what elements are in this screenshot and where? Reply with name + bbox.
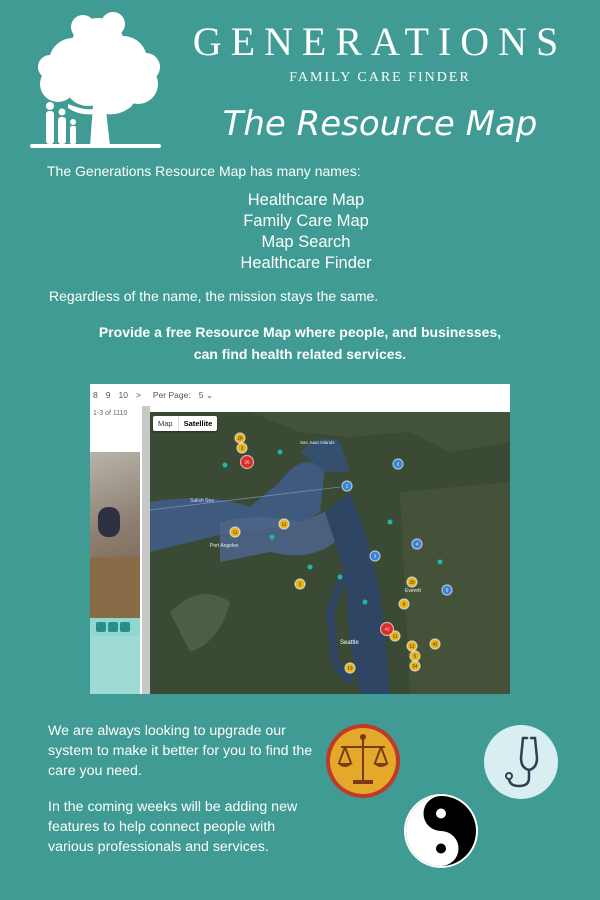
brand-title: GENERATIONS (192, 19, 568, 64)
intro-text: The Generations Resource Map has many names: (47, 163, 361, 179)
cluster-count: 11 (232, 529, 238, 535)
map-tab[interactable]: Map (158, 419, 173, 428)
cluster-count: 29 (409, 579, 415, 585)
globe-icon[interactable] (120, 622, 130, 632)
cluster-count: 28 (237, 435, 243, 441)
map-label-port-angeles: Port Angeles (210, 543, 239, 549)
listing-footer (90, 636, 140, 694)
name-item: Family Care Map (243, 212, 369, 230)
map-label-san-juan: San Juan Islands (300, 440, 335, 445)
brand-subtitle: FAMILY CARE FINDER (289, 70, 471, 85)
names-list (0, 190, 600, 274)
cluster-count: 11 (281, 521, 287, 527)
cluster-count: 9 (402, 601, 406, 607)
map-screenshot (90, 384, 510, 694)
scales-of-justice-icon (325, 723, 401, 799)
cluster-count: 2 (298, 581, 302, 587)
result-count: 1-3 of 1110 (93, 410, 128, 417)
name-item: Healthcare Finder (240, 254, 372, 272)
location-pin[interactable] (278, 450, 283, 455)
cluster-count: 12 (409, 643, 415, 649)
page-title: The Resource Map (222, 104, 538, 144)
page-link[interactable]: 10 (118, 390, 128, 400)
cluster-count: 2 (345, 483, 349, 489)
cluster-count: 5 (413, 653, 417, 659)
bus-icon[interactable] (108, 622, 118, 632)
location-pin[interactable] (270, 535, 275, 540)
cluster-count: 13 (347, 665, 353, 671)
chevron-down-icon: ⌄ (205, 389, 213, 400)
tree-family-logo (28, 12, 163, 154)
cluster-count: 5 (445, 587, 449, 593)
satellite-map[interactable] (150, 412, 510, 694)
next-page-link[interactable]: > (135, 390, 141, 400)
listing-photo[interactable] (90, 452, 140, 618)
cluster-count: 3 (373, 553, 377, 559)
location-pin[interactable] (363, 600, 368, 605)
yin-yang-icon (403, 793, 479, 869)
location-pin[interactable] (308, 565, 313, 570)
name-item: Healthcare Map (247, 191, 365, 209)
page-link[interactable]: 8 (93, 390, 98, 400)
map-label-everett: Everett (405, 588, 421, 594)
per-page-select[interactable]: 5 ⌄ (198, 389, 213, 400)
cluster-count: 3 (240, 445, 244, 451)
pager-bar (90, 384, 510, 406)
mission-text: Regardless of the name, the mission stays the same. (49, 288, 379, 304)
page-link[interactable]: 9 (105, 390, 111, 400)
location-pin[interactable] (438, 560, 443, 565)
cluster-count: 26 (244, 459, 250, 465)
tagline: Provide a free Resource Map where people, and businesses, can find health related services. (98, 324, 502, 362)
car-icon[interactable] (96, 622, 106, 632)
per-page-label: Per Page: (152, 390, 191, 400)
results-panel (90, 406, 142, 694)
cluster-count: 4 (415, 541, 419, 547)
cluster-count: 42 (384, 626, 390, 632)
location-pin[interactable] (338, 575, 343, 580)
cluster-count: 11 (392, 633, 398, 639)
cluster-count: 2 (396, 461, 400, 467)
svg-text:Salish Sea: Salish Sea (190, 498, 214, 504)
cluster-count: 42 (432, 641, 438, 647)
location-pin[interactable] (223, 463, 228, 468)
listing-icons (90, 618, 140, 636)
upgrade-text: We are always looking to upgrade our system to make it better for you to find the care you need. (48, 723, 313, 779)
coming-text: In the coming weeks will be adding new features to help connect people with various professionals and services. (48, 799, 298, 855)
stethoscope-icon (483, 724, 559, 800)
location-pin[interactable] (388, 520, 393, 525)
map-type-toggle (153, 416, 217, 431)
panel-scrollbar[interactable] (142, 406, 150, 694)
name-item: Map Search (261, 233, 351, 251)
cluster-count: 54 (412, 663, 418, 669)
satellite-tab[interactable]: Satellite (178, 416, 218, 431)
map-label-seattle: Seattle (340, 640, 359, 646)
